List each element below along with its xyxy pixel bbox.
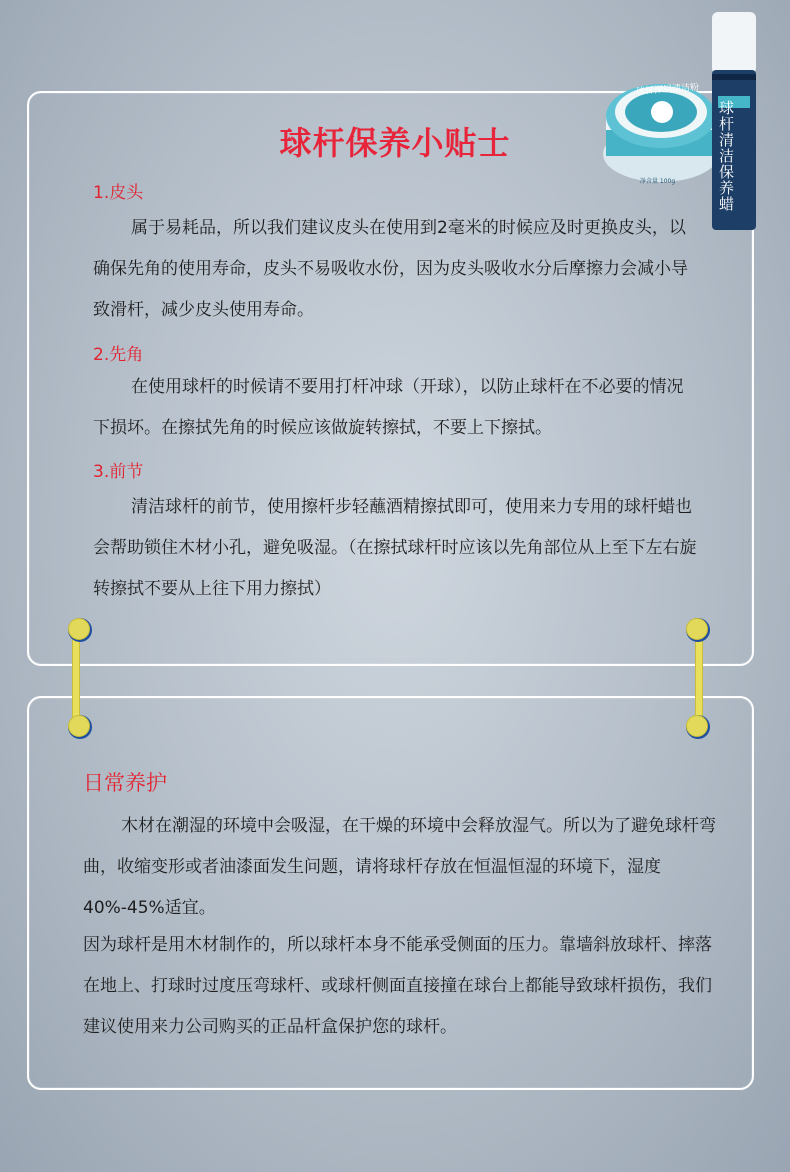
jar-net-weight: 净含量 100g [640, 178, 676, 185]
page-title: 球杆保养小贴士 [279, 124, 511, 162]
connector-rod-left [72, 631, 80, 727]
section-head-ferrule: 2.先角 [93, 345, 144, 365]
bottle-label: 球杆清洁保养蜡 [717, 100, 735, 212]
ring-top-left [68, 618, 92, 642]
care-paragraph-2: 因为球杆是用木材制作的，所以球杆本身不能承受侧面的压力。靠墙斜放球杆、摔落在地上、打球时过度压弯球杆、或球杆侧面直接撞在球台上都能导致球杆损伤，我们建议使用来力公司购买的正品杆盒保护您的球杆。 [83, 935, 712, 1037]
section-head-shaft: 3.前节 [93, 462, 144, 482]
ring-bottom-right [686, 715, 710, 739]
connector-rod-right [695, 631, 703, 727]
ring-top-right [686, 618, 710, 642]
jar-label: 球杆深层清洁粉 [635, 82, 700, 98]
ring-bottom-left [68, 715, 92, 739]
care-title: 日常养护 [83, 771, 167, 795]
care-paragraph-1: 木材在潮湿的环境中会吸湿，在干燥的环境中会释放湿气。所以为了避免球杆弯曲，收缩变形或者油漆面发生问题，请将球杆存放在恒温恒湿的环境下，湿度40%-45%适宜。 [83, 816, 716, 918]
section-text-tip: 属于易耗品，所以我们建议皮头在使用到2毫米的时候应及时更换皮头，以确保先角的使用寿命，皮头不易吸收水份，因为皮头吸收水分后摩擦力会减小导致滑杆，减少皮头使用寿命。 [93, 218, 688, 320]
section-text-shaft: 清洁球杆的前节，使用擦杆步轻蘸酒精擦拭即可，使用来力专用的球杆蜡也会帮助锁住木材小孔，避免吸湿。（在擦拭球杆时应该以先角部位从上至下左右旋转擦拭不要从上往下用力擦拭） [93, 497, 697, 599]
section-head-tip: 1.皮头 [93, 183, 144, 203]
section-text-ferrule: 在使用球杆的时候请不要用打杆冲球（开球），以防止球杆在不必要的情况下损坏。在擦拭先角的时候应该做旋转擦拭，不要上下擦拭。 [93, 377, 684, 438]
